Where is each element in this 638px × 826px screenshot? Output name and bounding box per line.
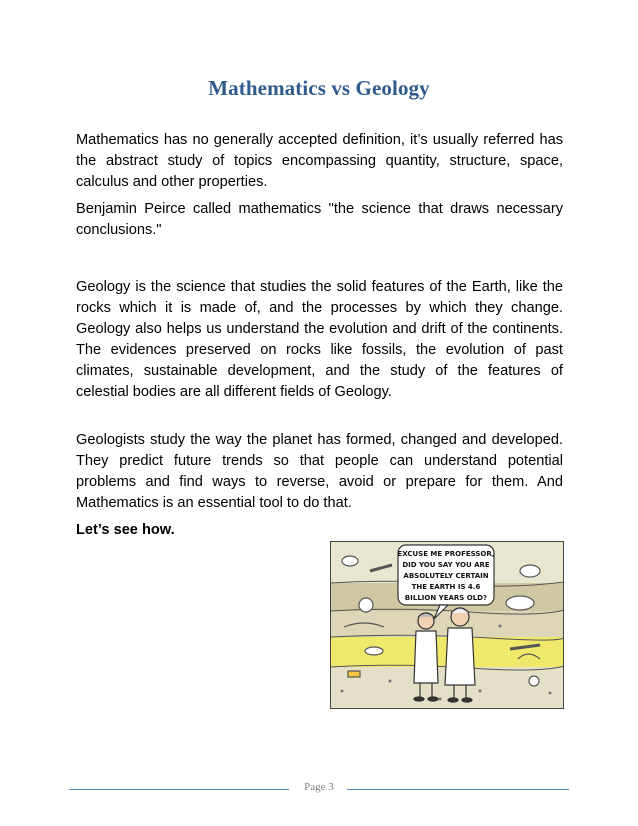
speech-line: THE EARTH IS 4.6 [411,583,481,591]
speech-line: EXCUSE ME PROFESSOR, [397,550,495,558]
closing-line: Let’s see how. [76,522,175,538]
geology-cartoon-image [330,541,564,709]
paragraph-geology-definition: Geology is the science that studies the solid features of the Earth, like the rocks which it is made of, and the processes by which they change. Geology also helps us understand the evolution and drift of the continents. The evidences preserved on rocks like fossils, the evolution of past climates, sustainable development, and the study of the features of celestial bodies are all different fields of Geology. [76,279,563,400]
page-title: Mathematics vs Geology [208,76,430,100]
paragraph-geologists-study: Geologists study the way the planet has formed, changed and developed. They predict future trends so that people can understand potential problems and find ways to reverse, avoid or prepare for them. And Mathematics is an essential tool to do that. [76,432,563,511]
page-number: Page 3 [304,781,334,793]
speech-line: ABSOLUTELY CERTAIN [403,572,489,580]
speech-line: DID YOU SAY YOU ARE [402,561,490,569]
paragraph-math-definition: Mathematics has no generally accepted definition, it’s usually referred has the abstract study of topics encompassing quantity, structure, space, calculus and other properties. [76,132,563,190]
speech-line: BILLION YEARS OLD? [404,594,488,602]
paragraph-peirce-quote: Benjamin Peirce called mathematics "the science that draws necessary conclusions." [76,201,563,238]
page-footer [0,781,638,801]
